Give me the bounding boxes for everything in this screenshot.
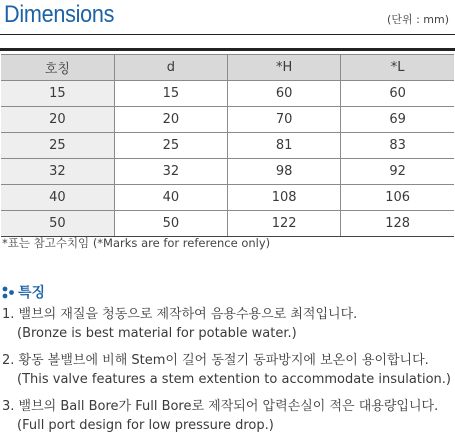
title-divider <box>0 34 455 35</box>
table-cell: 15 <box>114 81 227 107</box>
table-cell: 128 <box>341 211 454 237</box>
table-cell: 108 <box>228 185 341 211</box>
table-cell: 40 <box>1 185 114 211</box>
feature-english-text: (This valve features a stem extention to accommodate insulation.) <box>17 372 451 387</box>
table-row <box>1 185 454 211</box>
table-cell: 50 <box>114 211 227 237</box>
page-title: Dimensions <box>4 1 115 28</box>
table-cell: 15 <box>1 81 114 107</box>
column-header-d: d <box>114 55 227 81</box>
column-header-l: *L <box>341 55 454 81</box>
table-cell: 106 <box>341 185 454 211</box>
feature-korean-text: 1. 밸브의 재질을 청동으로 제작하여 음용수용으로 최적입니다. <box>2 307 358 322</box>
table-cell: 122 <box>228 211 341 237</box>
table-cell: 50 <box>1 211 114 237</box>
table-row <box>1 81 454 107</box>
table-header-row <box>1 55 454 81</box>
feature-english-text: (Full port design for low pressure drop.) <box>17 418 274 433</box>
table-cell: 83 <box>341 133 454 159</box>
feature-english-text: (Bronze is best material for potable water.) <box>17 326 297 341</box>
table-cell: 60 <box>228 81 341 107</box>
column-header-nominal: 호칭 <box>1 55 114 81</box>
table-row <box>1 133 454 159</box>
table-cell: 60 <box>341 81 454 107</box>
table-cell: 20 <box>114 107 227 133</box>
feature-korean-text: 2. 황동 볼밸브에 비해 Stem이 길어 동절기 동파방지에 보온이 용이합니다. <box>2 353 429 368</box>
table-row <box>1 107 454 133</box>
table-row <box>1 211 454 237</box>
table-cell: 69 <box>341 107 454 133</box>
table-cell: 70 <box>228 107 341 133</box>
column-header-h: *H <box>228 55 341 81</box>
features-heading <box>2 282 45 302</box>
features-title: 특징 <box>18 285 46 301</box>
table-cell: 25 <box>1 133 114 159</box>
bullet-cluster-icon <box>2 286 15 299</box>
table-cell: 40 <box>114 185 227 211</box>
table-cell: 32 <box>114 159 227 185</box>
table-cell: 25 <box>114 133 227 159</box>
table-cell: 98 <box>228 159 341 185</box>
feature-korean-text: 3. 밸브의 Ball Bore가 Full Bore로 제작되어 압력손실이 적은 대용량입니다. <box>2 399 439 414</box>
table-top-rule <box>0 48 455 51</box>
unit-label: (단위 : mm) <box>387 13 449 26</box>
table-cell: 81 <box>228 133 341 159</box>
table-row <box>1 159 454 185</box>
table-cell: 32 <box>1 159 114 185</box>
feature-item <box>2 351 451 389</box>
table-cell: 92 <box>341 159 454 185</box>
feature-item <box>2 397 438 435</box>
feature-item <box>2 305 357 343</box>
reference-footnote: *표는 참고수치임 (*Marks are for reference only) <box>2 236 271 250</box>
table-cell: 20 <box>1 107 114 133</box>
dimensions-table <box>1 54 454 237</box>
